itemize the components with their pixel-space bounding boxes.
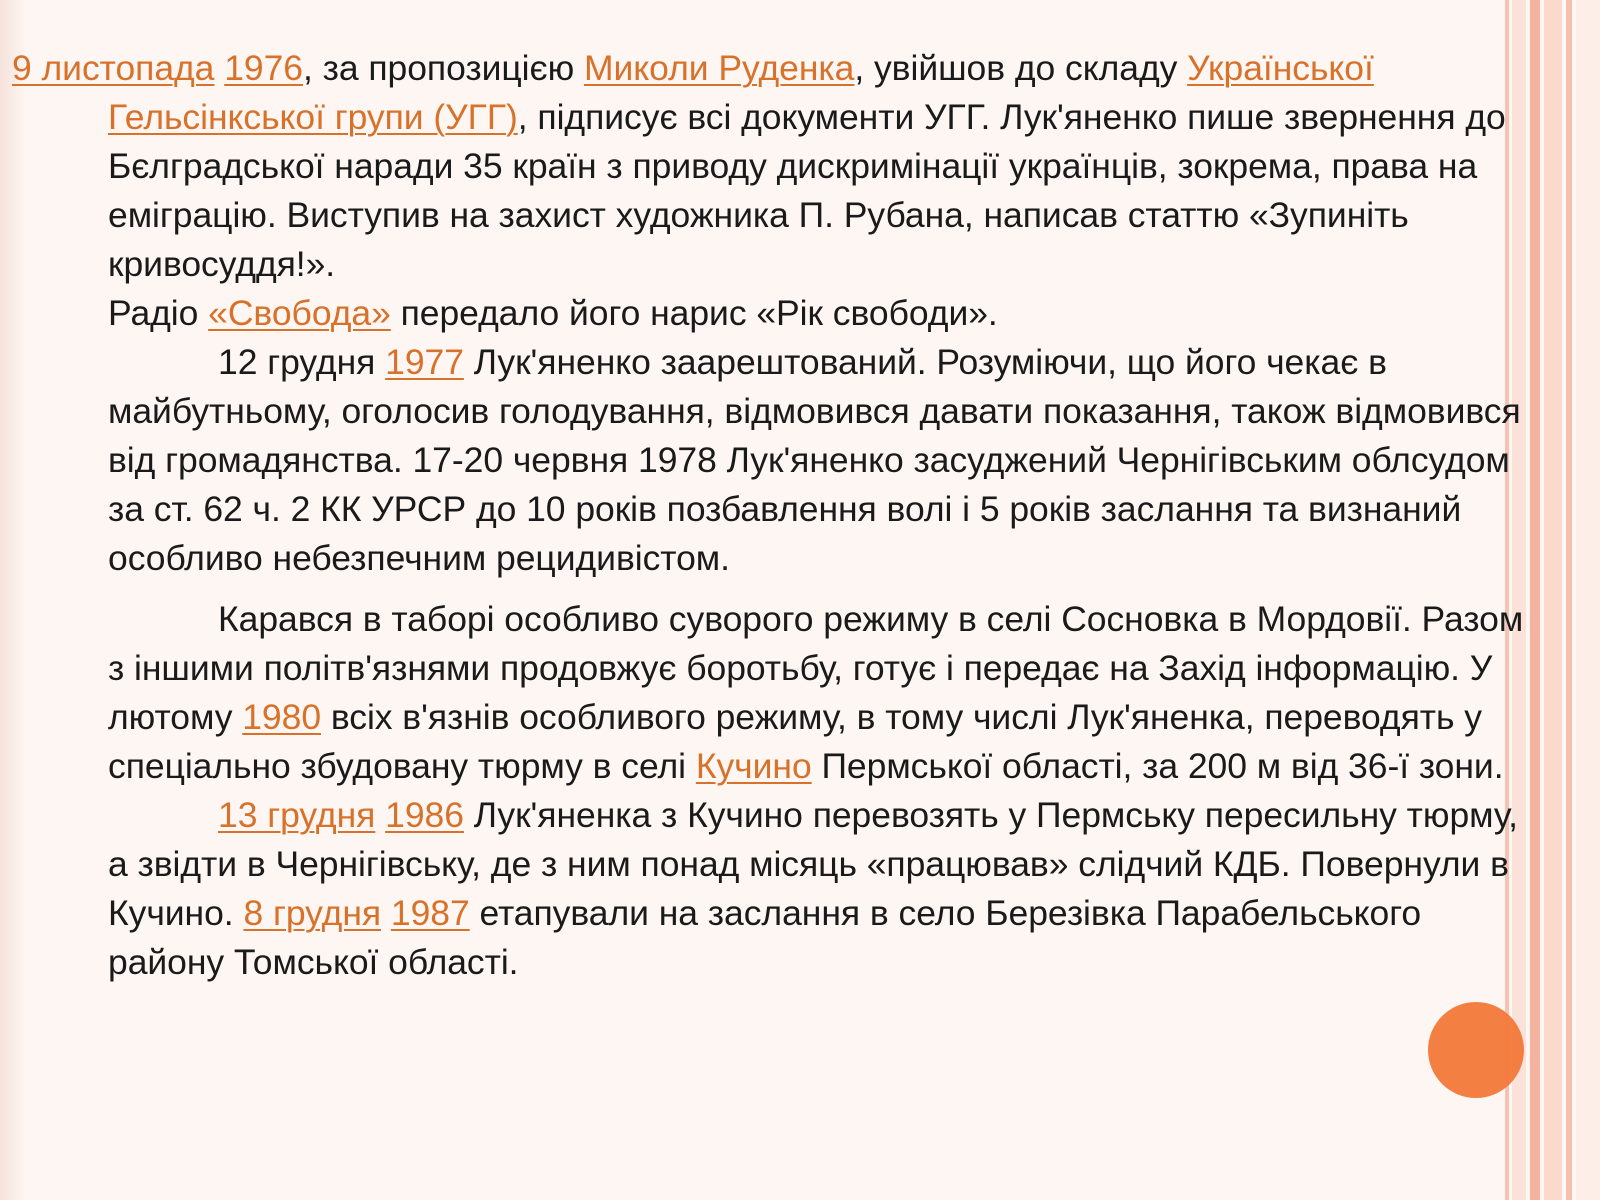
- left-edge-decoration: [0, 0, 26, 1200]
- paragraph-2: [108, 338, 1528, 583]
- text: , увійшов до складу: [854, 48, 1188, 88]
- link-year[interactable]: 1987: [390, 893, 470, 933]
- link-village[interactable]: Кучино: [695, 746, 812, 786]
- right-stripe: [1566, 0, 1572, 1200]
- link-organization[interactable]: Української Гельсінкської групи (УГГ): [108, 48, 1374, 137]
- text: , за пропозицією: [303, 48, 584, 88]
- text: передало його нарис «Рік свободи».: [390, 293, 998, 333]
- text: етапували на заслання в село Березівка Парабельського району Томської області.: [108, 893, 1422, 982]
- link-year[interactable]: 1980: [242, 697, 322, 737]
- link-year[interactable]: 1986: [385, 795, 464, 835]
- link-date[interactable]: 13 грудня: [218, 795, 376, 835]
- text: Лук'яненко заарештований. Розуміючи, що його чекає в майбутньому, оголосив голодування, відмовився давати показання, також відмовився від громадянства. 17-20 червня 1978 Лук'яненко засуджений Чернігівським облсудом за ст. 62 ч. 2 КК УРСР до 10 років позбавлення волі і 5 років заслання та визнаний особливо небезпечним рецидивістом.: [108, 342, 1521, 578]
- text: всіх в'язнів особливого режиму, в тому числі Лук'яненка, переводять у спеціально збудовану тюрму в селі: [108, 697, 1482, 786]
- link-date[interactable]: 9 листопада: [12, 48, 215, 88]
- paragraph-3: [108, 595, 1528, 791]
- link-radio[interactable]: «Свобода»: [208, 293, 391, 333]
- paragraph-1: [12, 44, 1528, 338]
- text: , підписує всі документи УГГ. Лук'яненко пише звернення до Бєлградської наради 35 країн з приводу дискримінації українців, зокрема, права на еміграцію. Виступив на захист художника П. Рубана, написав статтю «Зупиніть кривосуддя!».: [108, 97, 1506, 284]
- text: [375, 795, 385, 835]
- text: [214, 48, 224, 88]
- right-stripe: [1544, 0, 1562, 1200]
- text: Радіо: [108, 293, 209, 333]
- text: 12 грудня: [218, 342, 386, 382]
- link-year[interactable]: 1977: [385, 342, 464, 382]
- text: Пермської області, за 200 м від 36-ї зони.: [811, 746, 1504, 786]
- right-stripe: [1530, 0, 1540, 1200]
- decorative-circle: [1428, 1002, 1524, 1098]
- text: [381, 893, 391, 933]
- text: Лук'яненка з Кучино перевозять у Пермську пересильну тюрму, а звідти в Чернігівську, де з ним понад місяць «працював» слідчий КДБ. Повернули в Кучино.: [108, 795, 1518, 933]
- text: Карався в таборі особливо суворого режиму в селі Сосновка в Мордовії. Разом з іншими політв'язнями продовжує боротьбу, готує і передає на Захід інформацію. У лютому: [108, 599, 1524, 737]
- link-year[interactable]: 1976: [224, 48, 303, 88]
- paragraph-4: [108, 791, 1528, 987]
- right-stripe: [1576, 0, 1600, 1200]
- link-person[interactable]: Миколи Руденка: [583, 48, 855, 88]
- slide-body: [12, 44, 1528, 987]
- link-date[interactable]: 8 грудня: [243, 893, 382, 933]
